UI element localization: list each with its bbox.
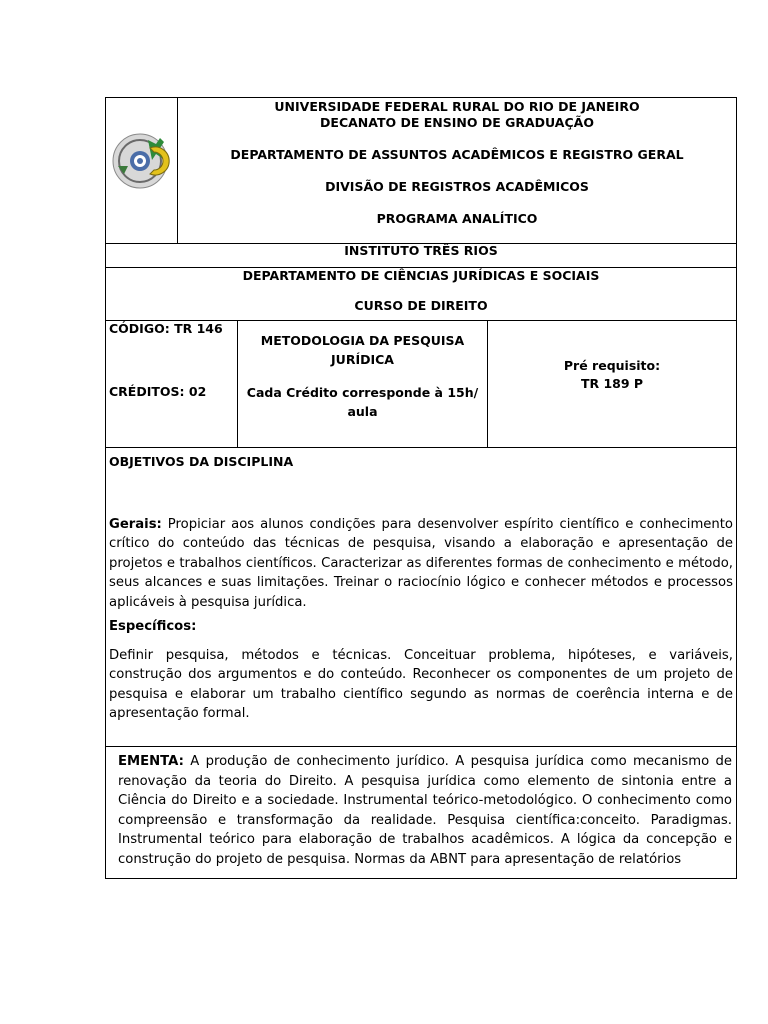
discipline-title-line1: METODOLOGIA DA PESQUISA — [260, 333, 465, 348]
ementa-section — [106, 747, 736, 878]
discipline-code: CÓDIGO: TR 146 — [109, 321, 223, 336]
program-document — [105, 97, 737, 879]
general-objectives-text: Propiciar aos alunos condições para desenvolver espírito científico e conhecimento crítico do conteúdo das técnicas de pesquisa, visando a elaboração e apresentação de projetos e trabalhos científicos. Caracterizar as diferentes formas de conhecimento e método, seus alcances e suas limitações. Treinar o raciocínio lógico e conhecer métodos e processos aplicáveis à pesquisa jurídica. — [109, 516, 733, 610]
discipline-title-cell — [238, 321, 488, 447]
credit-note-line1: Cada Crédito corresponde à 15h/ — [246, 385, 479, 400]
specific-objectives-label: Específicos: — [109, 619, 197, 634]
institute-name: INSTITUTO TRÊS RIOS — [344, 243, 498, 258]
university-logo-icon — [110, 130, 172, 192]
objectives-section — [106, 448, 736, 747]
department-row — [106, 268, 736, 321]
prerequisite-cell — [488, 321, 736, 447]
specific-objectives-text: Definir pesquisa, métodos e técnicas. Conceituar problema, hipóteses, e variáveis, construção dos argumentos e do conteúdo. Reconhecer os componentes de um projeto de pesquisa e elaborar um trabalho científico segundo as normas de coerência interna e de apresentação formal. — [109, 647, 733, 721]
header-row — [106, 98, 736, 244]
general-objectives — [109, 515, 733, 613]
discipline-row — [106, 321, 736, 448]
course-name: CURSO DE DIREITO — [354, 298, 488, 313]
registry-division: DIVISÃO DE REGISTROS ACADÊMICOS — [325, 179, 589, 194]
code-credits-cell — [106, 321, 238, 447]
document-type: PROGRAMA ANALÍTICO — [376, 211, 538, 226]
discipline-credits: CRÉDITOS: 02 — [109, 384, 207, 399]
decanato-name: DECANATO DE ENSINO DE GRADUAÇÃO — [320, 115, 594, 130]
discipline-title-line2: JURÍDICA — [331, 352, 394, 367]
institute-row — [106, 244, 736, 268]
prerequisite-label: Pré requisito: — [563, 358, 661, 373]
ementa-text: A produção de conhecimento jurídico. A pesquisa jurídica como mecanismo de renovação da teoria do Direito. A pesquisa jurídica como elemento de sintonia entre a Ciência do Direito e a sociedade. Instrumental teórico-metodológico. O conhecimento como compreensão e transformação da realidade. Pesquisa científica:conceito. Paradigmas. Instrumental teórico para elaboração de trabalhos acadêmicos. A lógica da concepção e construção do projeto de pesquisa. Normas da ABNT para apresentação de relatórios — [118, 754, 732, 867]
logo-cell — [106, 98, 178, 243]
credit-note-line2: aula — [347, 404, 378, 419]
dept-academic-affairs: DEPARTAMENTO DE ASSUNTOS ACADÊMICOS E REGISTRO GERAL — [230, 147, 684, 162]
university-name: UNIVERSIDADE FEDERAL RURAL DO RIO DE JANEIRO — [274, 99, 640, 114]
department-name: DEPARTAMENTO DE CIÊNCIAS JURÍDICAS E SOCIAIS — [242, 268, 600, 283]
prerequisite-value: TR 189 P — [580, 376, 644, 391]
header-text — [178, 98, 736, 243]
general-objectives-label: Gerais: — [109, 516, 162, 532]
ementa-label: EMENTA: — [118, 754, 184, 769]
objectives-heading: OBJETIVOS DA DISCIPLINA — [109, 454, 294, 469]
